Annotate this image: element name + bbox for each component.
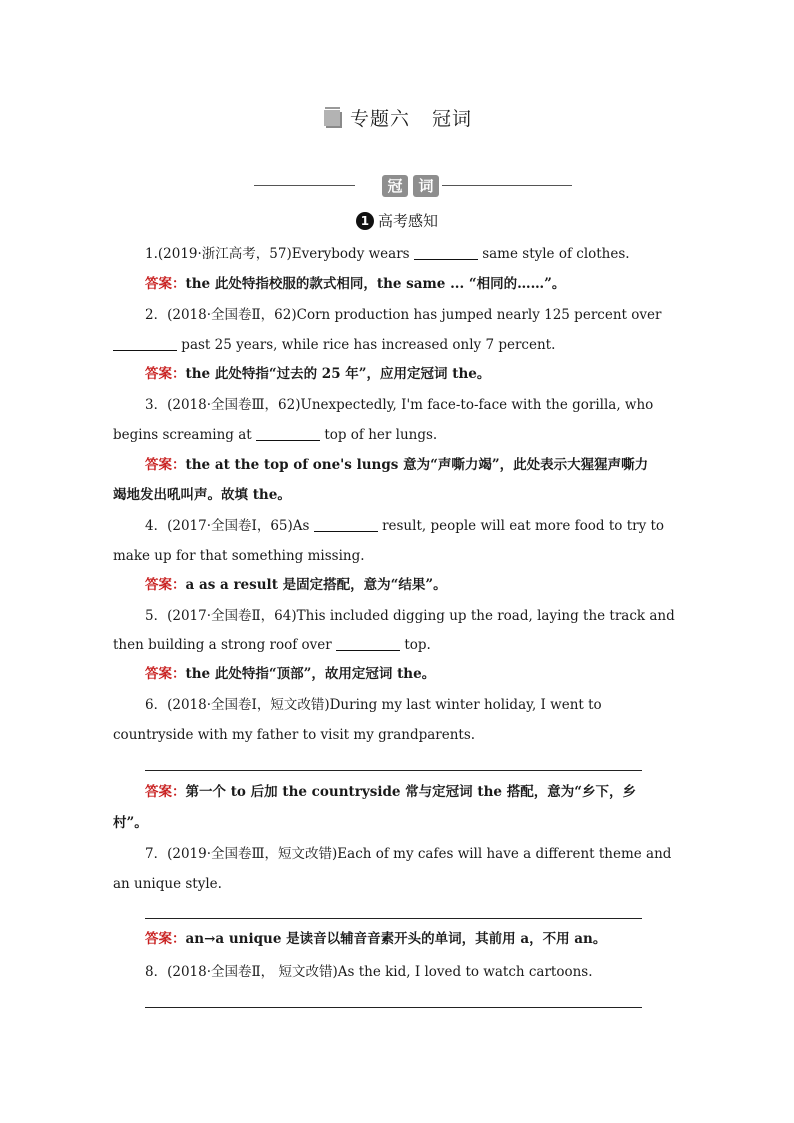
question-4-line-1: 4．(2017·全国卷Ⅰ，65)As result, people will eat more food to try to — [145, 518, 665, 534]
question-6-line-1: 6．(2018·全国卷Ⅰ，短文改错)During my last winter holiday, I went to — [145, 697, 602, 713]
title-prefix: 专题六 — [349, 108, 410, 130]
answer-5: 答案：the 此处特指“顶部”，故用定冠词 the。 — [145, 666, 436, 682]
question-7-line-1: 7．(2019·全国卷Ⅲ，短文改错)Each of my cafes will have a different theme and — [145, 846, 672, 862]
question-5-line-2: then building a strong roof over top. — [113, 637, 431, 653]
question-6-line-2: countryside with my father to visit my grandparents. — [113, 727, 476, 743]
answer-6-cont: 村”。 — [113, 815, 148, 831]
title-main: 冠词 — [432, 108, 473, 130]
answer-line-8 — [145, 1007, 642, 1008]
answer-blank — [336, 638, 400, 651]
answer-2: 答案：the 此处特指“过去的 25 年”，应用定冠词 the。 — [145, 366, 491, 382]
answer-3: 答案：the at the top of one's lungs 意为“声嘶力竭”，此处表示大猩猩声嘶力 — [145, 457, 649, 473]
question-3-line-1: 3．(2018·全国卷Ⅲ，62)Unexpectedly, I'm face-to-face with the gorilla, who — [145, 397, 654, 413]
answer-4: 答案：a as a result 是固定搭配，意为“结果”。 — [145, 577, 447, 593]
section-badge — [355, 174, 442, 198]
answer-line-6 — [145, 770, 642, 771]
question-5-line-1: 5．(2017·全国卷Ⅱ，64)This included digging up the road, laying the track and — [145, 608, 675, 624]
book-icon — [322, 107, 344, 129]
section-char-1: 冠 — [382, 175, 408, 197]
answer-blank — [113, 338, 177, 351]
question-7-line-2: an unique style. — [113, 876, 222, 892]
section-char-2: 词 — [413, 175, 439, 197]
answer-7: 答案：an→a unique 是读音以辅音音素开头的单词，其前用 a，不用 an。 — [145, 931, 607, 947]
answer-3-cont: 竭地发出吼叫声。故填 the。 — [113, 487, 291, 503]
answer-line-7 — [145, 918, 642, 919]
answer-6: 答案：第一个 to 后加 the countryside 常与定冠词 the 搭配，意为“乡下，乡 — [145, 784, 636, 800]
section-rule-left — [254, 185, 355, 186]
question-8-line-1: 8．(2018·全国卷Ⅱ， 短文改错)As the kid, I loved to watch cartoons. — [145, 964, 593, 980]
question-2-line-1: 2．(2018·全国卷Ⅱ，62)Corn production has jumped nearly 125 percent over — [145, 307, 662, 323]
answer-blank — [256, 428, 320, 441]
question-3-line-2: begins screaming at top of her lungs. — [113, 427, 438, 443]
question-4-line-2: make up for that something missing. — [113, 548, 365, 564]
question-2-line-2: past 25 years, while rice has increased only 7 percent. — [113, 336, 680, 354]
number-badge: 1 — [356, 212, 374, 230]
answer-blank — [414, 247, 478, 260]
section-rule-right — [442, 185, 572, 186]
subheading — [0, 210, 794, 231]
question-1-line-1: 1.(2019·浙江高考，57)Everybody wears same style of clothes. — [145, 246, 630, 262]
answer-blank — [314, 519, 378, 532]
answer-1: 答案：the 此处特指校服的款式相同，the same ... “相同的……”。 — [145, 276, 566, 292]
subheading-text: 高考感知 — [377, 212, 438, 230]
page-title — [0, 104, 794, 131]
